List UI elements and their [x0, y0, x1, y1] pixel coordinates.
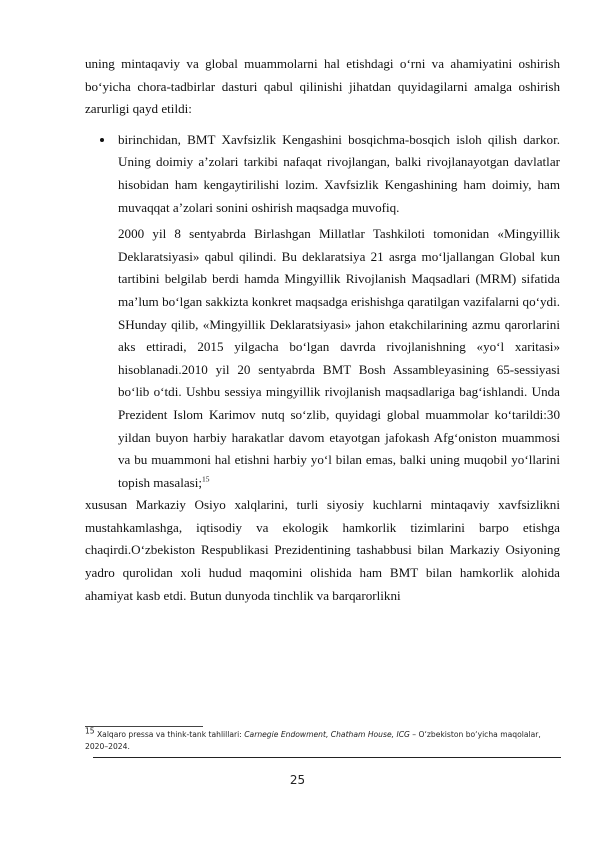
- footnote-text-before: Xalqaro pressa va think-tank tahlillari:: [94, 730, 245, 739]
- page-number: 25: [289, 773, 306, 787]
- bullet-dot-icon: [100, 138, 104, 142]
- paragraph-2: [118, 223, 560, 494]
- footnote: [85, 726, 555, 752]
- footnote-number: 15: [85, 726, 95, 736]
- page-body: [85, 53, 560, 607]
- footer-rule: [93, 757, 561, 758]
- footnote-separator: [85, 726, 203, 727]
- footnote-text-after: – O‘zbekiston bo‘yicha maqolalar, 2020–2024.: [85, 730, 541, 751]
- footnote-ref[interactable]: 15: [202, 474, 210, 484]
- intro-paragraph: uning mintaqaviy va global muammolarni hal etishdagi o‘rni va ahamiyatini oshirish bo‘yicha chora-tadbirlar dasturi qabul qilinishi jihatdan quyidagilarni amalga oshirish zarurligi qayd etildi:: [85, 56, 560, 117]
- paragraph-3: xususan Markaziy Osiyo xalqlarini, turli siyosiy kuchlarni mintaqaviy xavfsizlikni mustahkamlashga, iqtisodiy va ekologik hamkorlik tizimlarini barpo etishga chaqirdi.O‘zbekiston Respublikasi Prezidentining tashabbusi bilan Markaziy Osiyoning yadro qurolidan xoli hudud maqomini olishida ham BMT bilan hamkorlik alohida ahamiyat kasb etdi. Butun dunyoda tinchlik va barqarorlikni: [85, 497, 560, 603]
- bullet-item: [118, 129, 560, 219]
- bullet-text: birinchidan, BMT Xavfsizlik Kengashini bosqichma-bosqich isloh qilish darkor. Uning doimiy a’zolari tarkibi nafaqat rivojlangan, balki rivojlanayotgan davlatlar hisobidan ham kengaytirilishi lozim. Xavfsizlik Kengashining ham doimiy, ham muvaqqat a’zolari sonini oshirish maqsadga muvofiq.: [118, 131, 560, 215]
- paragraph-2-text: 2000 yil 8 sentyabrda Birlashgan Millatlar Tashkiloti tomonidan «Mingyillik Deklaratsiyasi» qabul qilindi. Bu deklaratsiya 21 asrga mo‘ljallangan Global kun tartibini belgilab berdi hamda Mingyillik Rivojlanish Maqsadlari (MRM) sifatida ma’lum bo‘lgan sakkizta konkret maqsadga erishishga qaratilgan vazifalarni qo‘ydi. SHunday qilib, «Mingyillik Deklaratsiyasi» jahon etakchilarining azmu qarorlarini aks ettiradi, 2015 yilgacha bo‘lgan davrda rivojlanishning «yo‘l xaritasi» hisoblanadi.2010 yil 20 sentyabrda BMT Bosh Assambleyasining 65-sessiyasi bo‘lib o‘tdi. Ushbu sessiya mingyillik rivojlanish maqsadlariga bag‘ishlandi. Unda Prezident Islom Karimov nutq so‘zlib, quyidagi global muammolar ko‘tarildi:30 yildan buyon harbiy harakatlar davom etayotgan jafokash Afg‘oniston muammosi va bu muammoni hal etishni harbiy yo‘l bilan emas, balki uning muqobil yo‘llarini topish masalasi;: [118, 226, 560, 490]
- footnote-sources: Carnegie Endowment, Chatham House, ICG: [244, 730, 410, 739]
